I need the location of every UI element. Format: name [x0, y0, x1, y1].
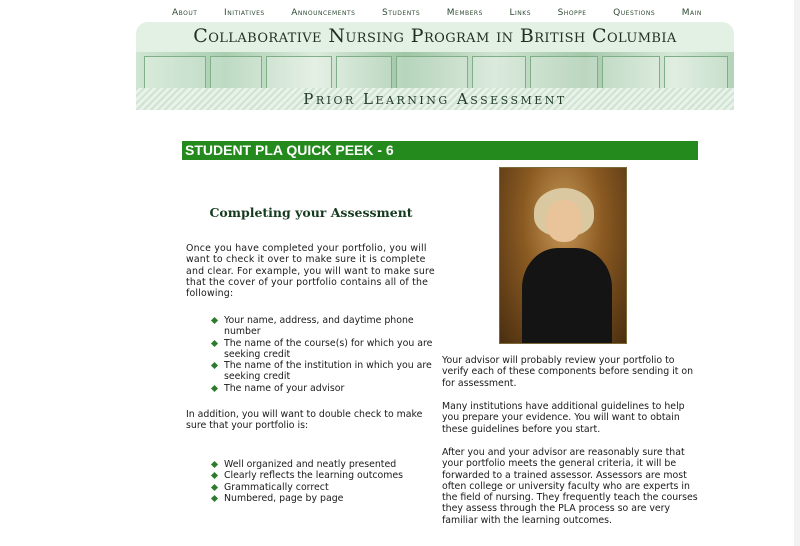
nav-about[interactable]: About — [172, 8, 198, 18]
list-item: The name of the institution in which you are seeking credit — [210, 360, 442, 383]
nav-students[interactable]: Students — [382, 8, 421, 18]
photo-face — [546, 200, 582, 242]
section-heading: Completing your Assessment — [209, 205, 413, 220]
scrollbar[interactable] — [794, 0, 800, 546]
nav-main[interactable]: Main — [681, 8, 702, 18]
pla-band — [136, 88, 734, 110]
cover-items-list — [210, 315, 442, 394]
list-item: Grammatically correct — [210, 482, 442, 493]
top-nav — [172, 8, 702, 18]
site-title: Collaborative Nursing Program in British Columbia — [193, 25, 677, 47]
photo-body — [522, 248, 612, 344]
site-header — [136, 22, 734, 110]
list-item: Your name, address, and daytime phone number — [210, 315, 442, 338]
nav-shoppe[interactable]: Shoppe — [557, 8, 587, 18]
list-item: Clearly reflects the learning outcomes — [210, 470, 442, 481]
list-item: The name of the course(s) for which you are seeking credit — [210, 338, 442, 361]
list-item: Well organized and neatly presented — [210, 459, 442, 470]
right-paragraph-2: Many institutions have additional guidelines to help you prepare your evidence. You will want to obtain these guidelines before you start. — [442, 401, 685, 435]
intro-paragraph: Once you have completed your portfolio, you will want to check it over to make sure it is complete and clear. For example, you will want to make sure that the cover of your portfolio contains all of the following: — [186, 243, 435, 300]
check-intro-paragraph: In addition, you will want to double check to make sure that your portfolio is: — [186, 409, 423, 432]
nav-links[interactable]: Links — [509, 8, 531, 18]
check-items-list — [210, 459, 442, 504]
nav-questions[interactable]: Questions — [613, 8, 656, 18]
advisor-photo — [499, 167, 627, 344]
nav-initiatives[interactable]: Initiatives — [224, 8, 265, 18]
list-item: Numbered, page by page — [210, 493, 442, 504]
list-item: The name of your advisor — [210, 383, 442, 394]
nav-members[interactable]: Members — [446, 8, 483, 18]
right-paragraph-3: After you and your advisor are reasonably sure that your portfolio meets the general criteria, it will be forwarded to a trained assessor. Assessors are most often college or university faculty who are experts in the field of nursing. They frequently teach the courses they assess through the PLA process so are very familiar with the learning outcomes. — [442, 447, 698, 526]
right-paragraph-1: Your advisor will probably review your portfolio to verify each of these components before sending it on for assessment. — [442, 355, 694, 389]
nav-announcements[interactable]: Announcements — [291, 8, 356, 18]
pla-subtitle: Prior Learning Assessment — [303, 90, 567, 108]
title-band — [136, 22, 734, 52]
page-title-bar: STUDENT PLA QUICK PEEK - 6 — [182, 141, 698, 160]
